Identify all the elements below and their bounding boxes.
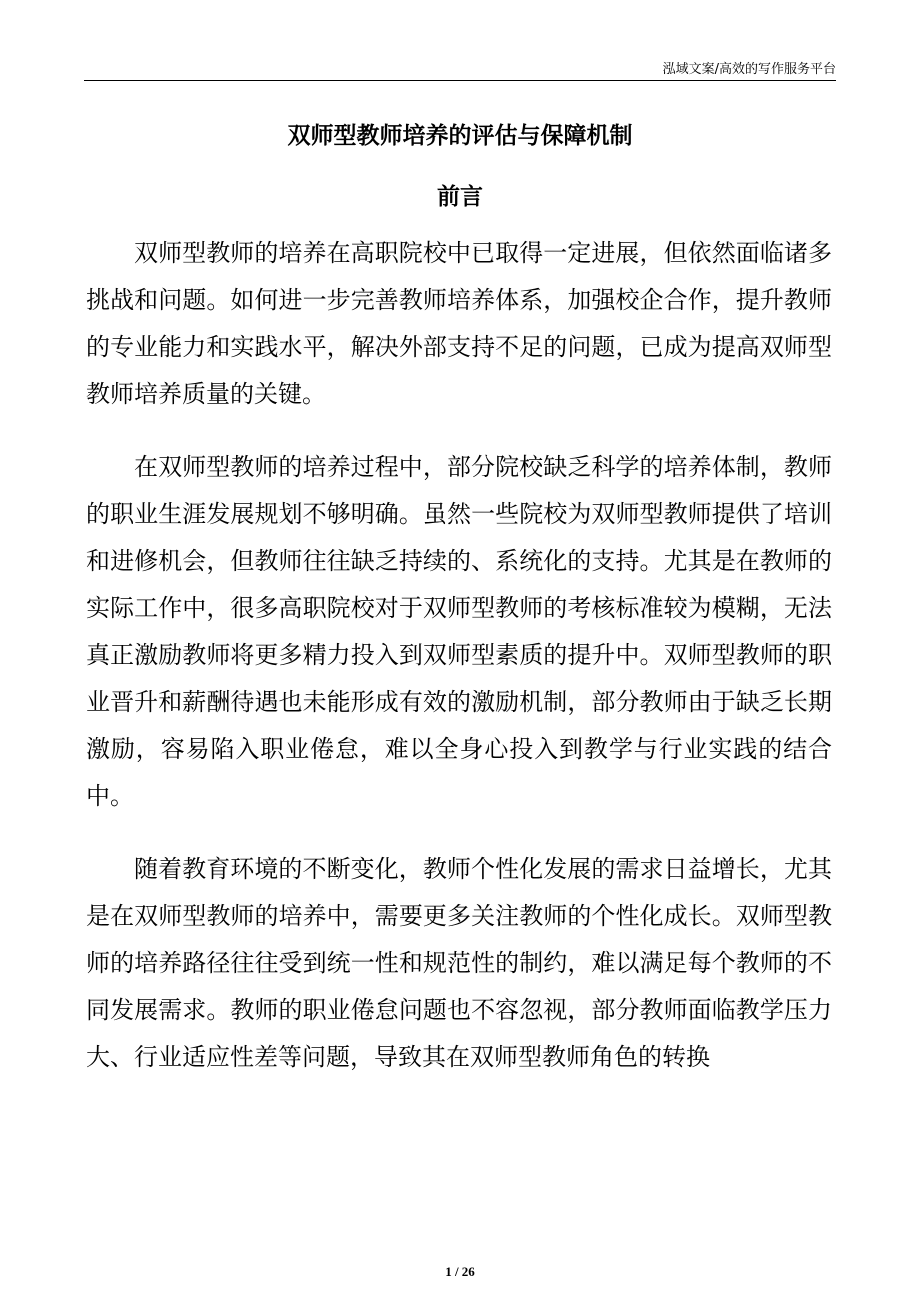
page-number: 1 / 26 xyxy=(445,1264,475,1279)
header-brand: 泓域文案/高效的写作服务平台 xyxy=(662,62,836,77)
paragraph: 在双师型教师的培养过程中，部分院校缺乏科学的培养体制，教师的职业生涯发展规划不够明确。虽然一些院校为双师型教师提供了培训和进修机会，但教师往往缺乏持续的、系统化的支持。尤其是在教师的实际工作中，很多高职院校对于双师型教师的考核标准较为模糊，无法真正激励教师将更多精力投入到双师型素质的提升中。双师型教师的职业晋升和薪酬待遇也未能形成有效的激励机制，部分教师由于缺乏长期激励，容易陷入职业倦怠，难以全身心投入到教学与行业实践的结合中。 xyxy=(86,453,832,810)
paragraph: 双师型教师的培养在高职院校中已取得一定进展，但依然面临诸多挑战和问题。如何进一步完善教师培养体系，加强校企合作，提升教师的专业能力和实践水平，解决外部支持不足的问题，已成为提高双师型教师培养质量的关键。 xyxy=(86,239,832,408)
section-title: 前言 xyxy=(437,184,483,210)
document-body xyxy=(86,230,832,1107)
document-title: 双师型教师培养的评估与保障机制 xyxy=(287,123,633,149)
header-divider xyxy=(84,80,836,81)
paragraph: 随着教育环境的不断变化，教师个性化发展的需求日益增长，尤其是在双师型教师的培养中，需要更多关注教师的个性化成长。双师型教师的培养路径往往受到统一性和规范性的制约，难以满足每个教师的不同发展需求。教师的职业倦怠问题也不容忽视，部分教师面临教学压力大、行业适应性差等问题，导致其在双师型教师角色的转换 xyxy=(86,855,832,1071)
